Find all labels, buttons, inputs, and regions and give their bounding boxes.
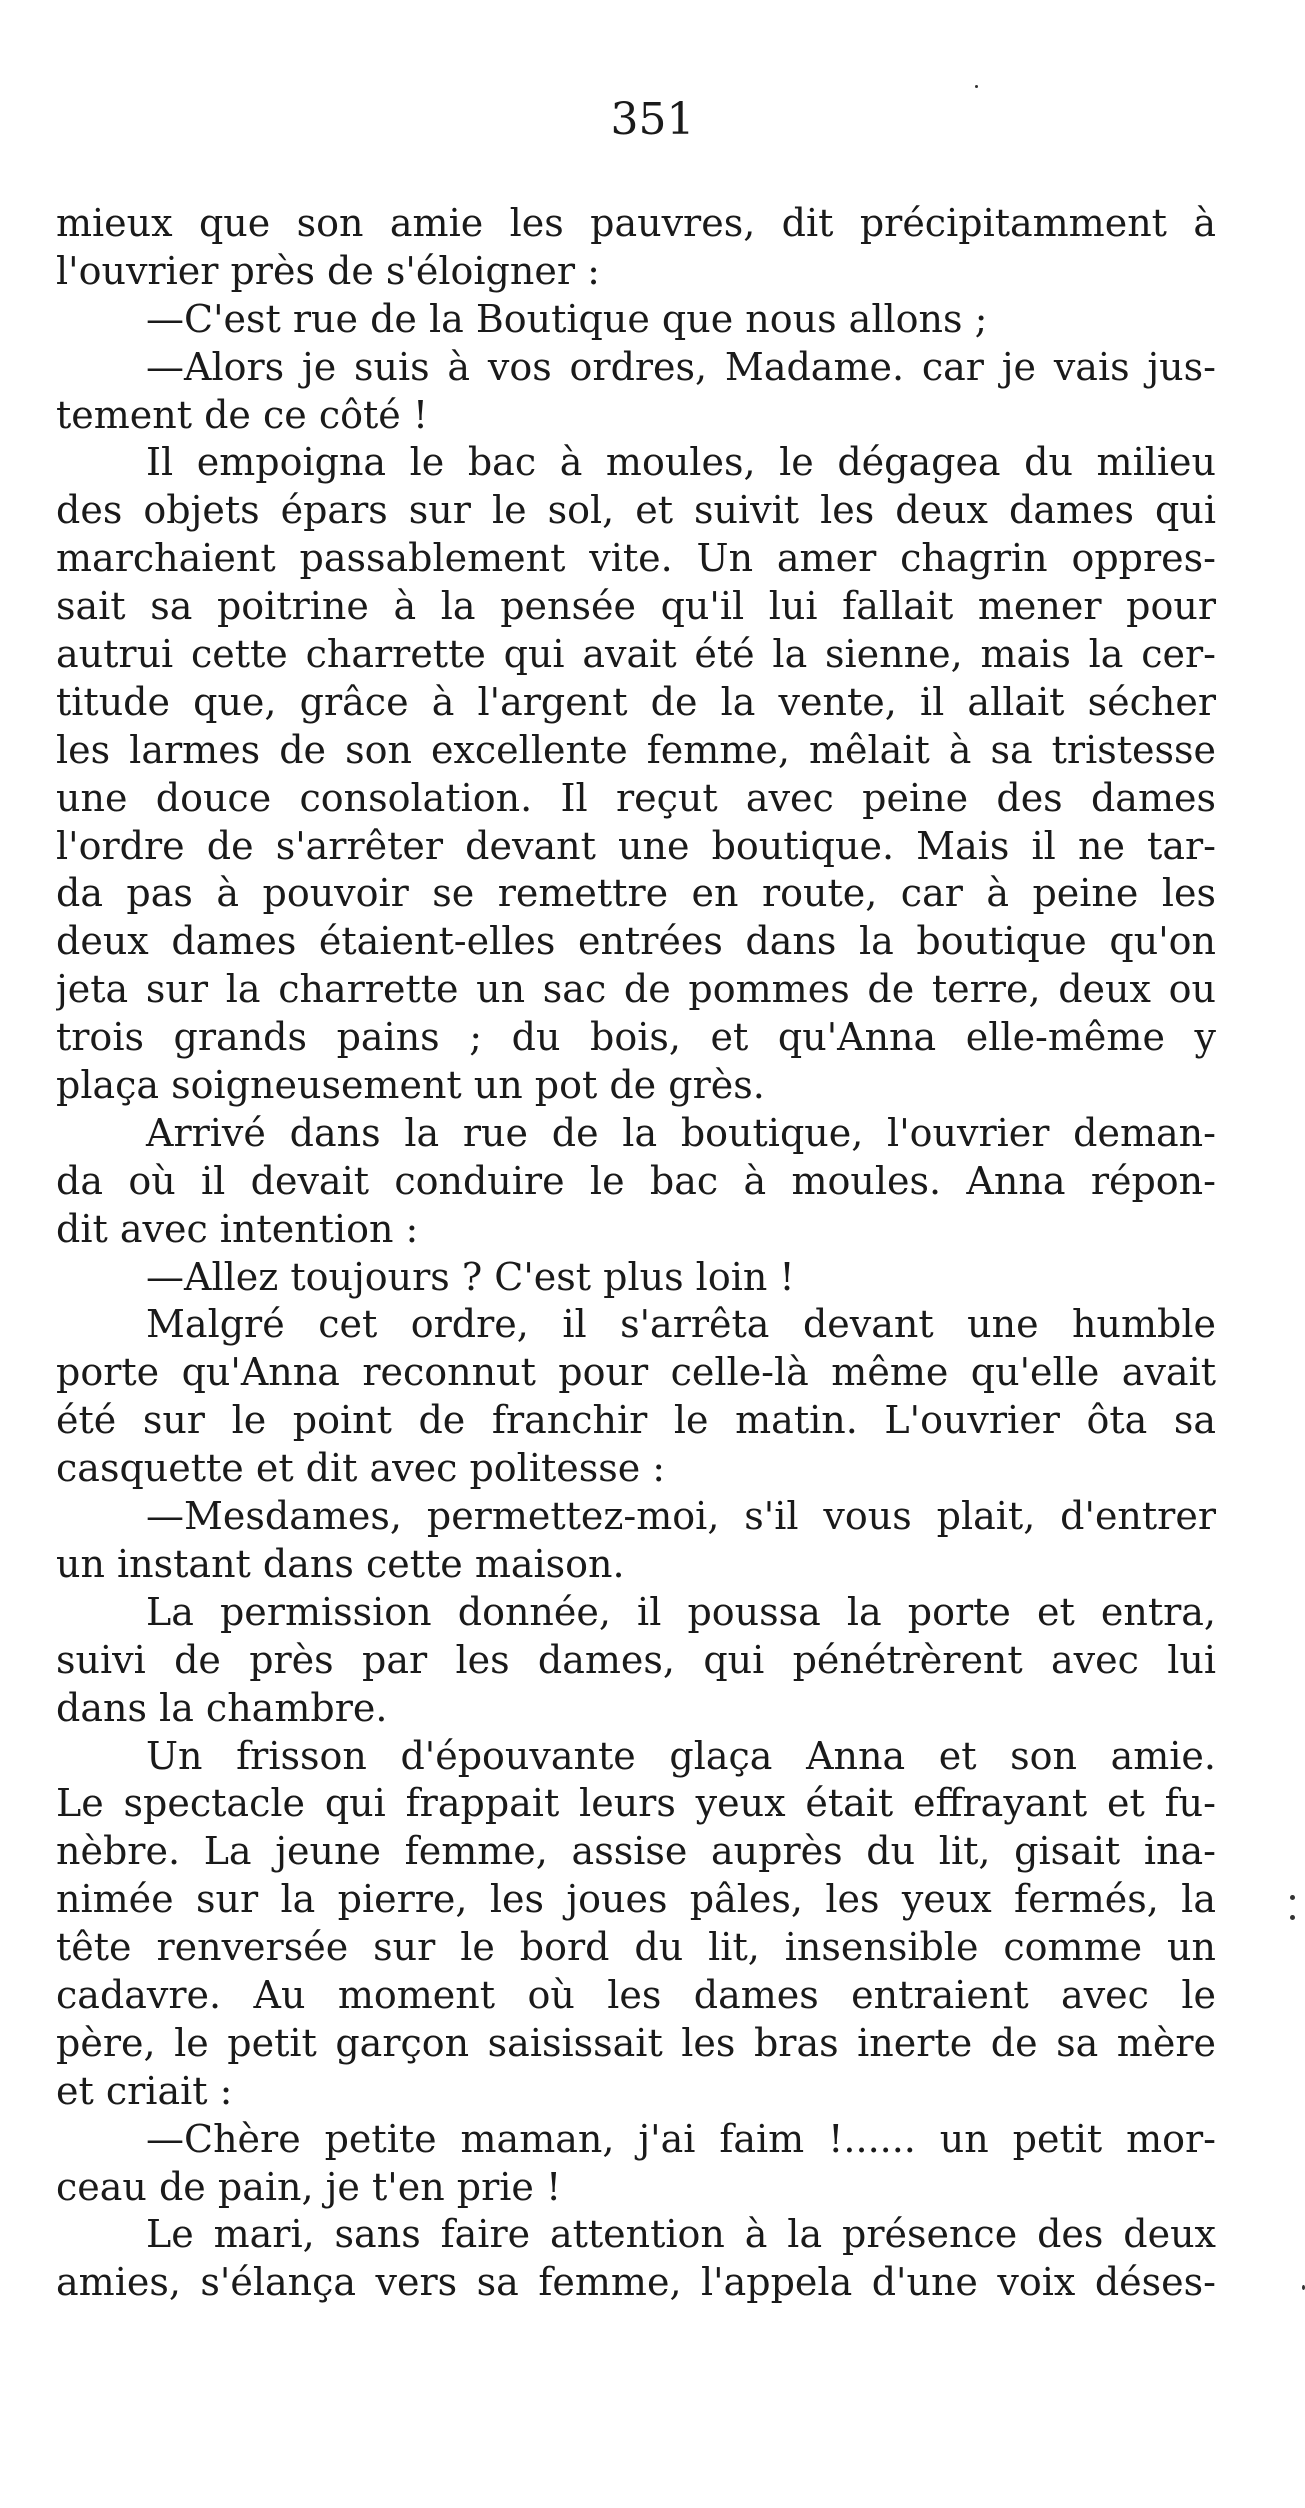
body-text — [56, 200, 1216, 2307]
text-line: tement de ce côté ! — [56, 392, 429, 437]
text-line: plaça soigneusement un pot de grès. — [56, 1063, 765, 1108]
text-line: Le mari, sans faire attention à la présence des deux — [146, 2212, 1216, 2257]
text-line: —Allez toujours ? C'est plus loin ! — [146, 1254, 795, 1299]
text-line: suivi de près par les dames, qui pénétrèrent avec lui — [56, 1637, 1216, 1682]
text-line: les larmes de son excellente femme, mêlait à sa tristesse — [56, 727, 1216, 772]
text-line: casquette et dit avec politesse : — [56, 1446, 666, 1491]
text-line: Arrivé dans la rue de la boutique, l'ouvrier deman- — [146, 1110, 1216, 1155]
text-line: un instant dans cette maison. — [56, 1541, 625, 1586]
text-line: des objets épars sur le sol, et suivit les deux dames qui — [56, 488, 1216, 533]
text-line: La permission donnée, il poussa la porte et entra, — [146, 1589, 1216, 1634]
text-line: Le spectacle qui frappait leurs yeux était effrayant et fu- — [56, 1781, 1216, 1826]
page-number: 351 — [610, 94, 695, 145]
text-line: jeta sur la charrette un sac de pommes de terre, deux ou — [56, 967, 1216, 1012]
text-line: titude que, grâce à l'argent de la vente, il allait sécher — [56, 679, 1216, 724]
text-line: père, le petit garçon saisissait les bras inerte de sa mère — [56, 2020, 1216, 2065]
text-line: ceau de pain, je t'en prie ! — [56, 2164, 562, 2209]
text-line: —Alors je suis à vos ordres, Madame. car je vais jus- — [146, 344, 1216, 389]
text-line: —Mesdames, permettez-moi, s'il vous plait, d'entrer — [146, 1494, 1216, 1539]
text-line: Un frisson d'épouvante glaça Anna et son amie. — [146, 1733, 1216, 1778]
text-line: —Chère petite maman, j'ai faim !...... un petit mor- — [146, 2116, 1216, 2161]
text-line: da pas à pouvoir se remettre en route, car à peine les — [56, 871, 1216, 916]
text-line: l'ordre de s'arrêter devant une boutique. Mais il ne tar- — [56, 823, 1216, 868]
text-line: autrui cette charrette qui avait été la sienne, mais la cer- — [56, 632, 1216, 677]
text-line: mieux que son amie les pauvres, dit précipitamment à — [56, 201, 1216, 245]
text-line: tête renversée sur le bord du lit, insensible comme un — [56, 1925, 1216, 1970]
text-line: marchaient passablement vite. Un amer chagrin oppres- — [56, 536, 1216, 581]
text-line: et criait : — [56, 2068, 233, 2113]
text-line: sait sa poitrine à la pensée qu'il lui fallait mener pour — [56, 584, 1216, 629]
text-line: une douce consolation. Il reçut avec peine des dames — [56, 775, 1216, 820]
scan-speck — [1290, 1895, 1295, 1900]
text-line: porte qu'Anna reconnut pour celle-là même qu'elle avait — [56, 1350, 1216, 1395]
text-line: cadavre. Au moment où les dames entraient avec le — [56, 1972, 1216, 2017]
text-line: —C'est rue de la Boutique que nous allons ; — [146, 296, 988, 341]
text-line: nimée sur la pierre, les joues pâles, les yeux fermés, la — [56, 1877, 1216, 1922]
text-line: Malgré cet ordre, il s'arrêta devant une humble — [146, 1302, 1216, 1347]
text-line: deux dames étaient-elles entrées dans la boutique qu'on — [56, 919, 1216, 964]
text-line: da où il devait conduire le bac à moules. Anna répon- — [56, 1158, 1216, 1203]
text-line: Il empoigna le bac à moules, le dégagea du milieu — [146, 440, 1216, 485]
text-line: été sur le point de franchir le matin. L'ouvrier ôta sa — [56, 1398, 1216, 1443]
scan-speck — [975, 85, 978, 88]
text-line: trois grands pains ; du bois, et qu'Anna elle-même y — [56, 1015, 1216, 1060]
text-line: l'ouvrier près de s'éloigner : — [56, 248, 600, 293]
text-line: dans la chambre. — [56, 1685, 388, 1730]
text-line: nèbre. La jeune femme, assise auprès du lit, gisait ina- — [56, 1829, 1216, 1874]
scan-speck — [1290, 1915, 1295, 1920]
text-line: amies, s'élança vers sa femme, l'appela d'une voix déses- — [56, 2260, 1216, 2305]
text-line: dit avec intention : — [56, 1206, 419, 1251]
